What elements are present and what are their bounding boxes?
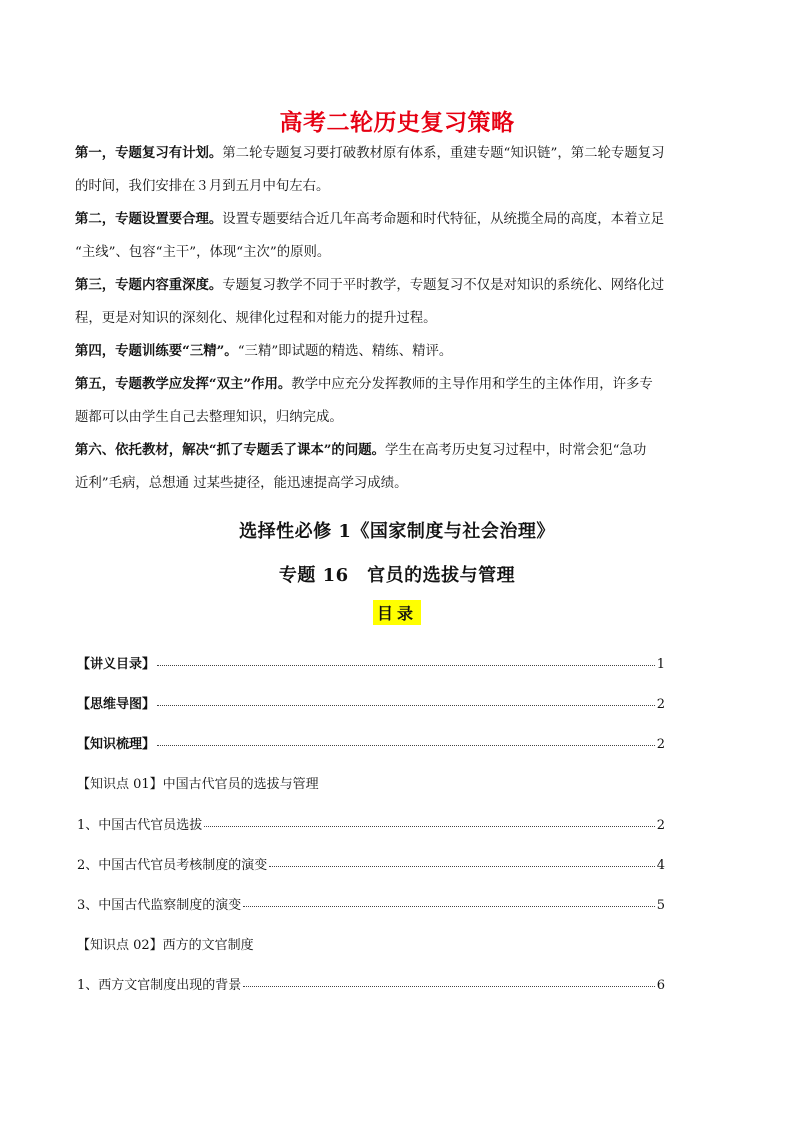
paragraph-lead: 第四，专题训练要“三精”。: [75, 343, 238, 359]
document-title: 高考二轮历史复习策略: [279, 110, 515, 136]
paragraph-lead: 第二，专题设置要合理。: [75, 211, 223, 227]
paragraph-lead: 第六、依托教材，解决“抓了专题丢了课本”的问题。: [75, 442, 385, 458]
toc-entry-official-selection[interactable]: [77, 814, 665, 833]
course-title: 选择性必修 1《国家制度与社会治理》: [239, 521, 555, 542]
paragraph-text: 第二轮专题复习要打破教材原有体系，重建专题“知识链”，第二轮专题复习: [222, 146, 665, 161]
topic-title: 专题 16 官员的选拔与管理: [278, 565, 516, 586]
paragraph-text: 题都可以由学生自己去整理知识，归纳完成。: [75, 410, 343, 425]
toc-page-number: 2: [656, 697, 665, 712]
toc-entry-label: 1、西方文官制度出现的背景: [77, 978, 242, 993]
toc-entry-supervision-system[interactable]: [77, 894, 665, 913]
toc-dot-leader: [243, 986, 654, 987]
toc-entry-label: 1、中国古代官员选拔: [77, 818, 203, 833]
toc-page-number: 1: [656, 657, 665, 672]
strategy-paragraph-6: [75, 434, 727, 500]
toc-entry-assessment-system[interactable]: [77, 854, 665, 873]
paragraph-lead: 第三，专题内容重深度。: [75, 277, 223, 293]
strategy-paragraph-5: [75, 368, 727, 434]
toc-heading: 目录: [373, 600, 421, 625]
toc-entry-knowledge-point-02[interactable]: 【知识点 02】西方的文官制度: [77, 938, 254, 953]
paragraph-text: “主线”、包容“主干”，体现“主次”的原则。: [75, 245, 331, 260]
toc-page-number: 4: [656, 858, 665, 873]
paragraph-text: 专题复习教学不同于平时教学，专题复习不仅是对知识的系统化、网络化过: [222, 278, 665, 293]
toc-entry-knowledge-review[interactable]: [77, 733, 665, 752]
toc-page-number: 2: [656, 818, 665, 833]
paragraph-text: 程，更是对知识的深刻化、规律化过程和对能力的提升过程。: [75, 311, 437, 326]
toc-dot-leader: [157, 705, 655, 706]
toc-entry-label: 【知识梳理】: [77, 737, 156, 752]
paragraph-text: 教学中应充分发挥教师的主导作用和学生的主体作用，许多专: [291, 377, 653, 392]
strategy-paragraph-1: [75, 137, 727, 203]
toc-entry-civil-service-background[interactable]: [77, 974, 665, 993]
toc-entry-label: 【讲义目录】: [77, 657, 156, 672]
toc-dot-leader: [157, 745, 655, 746]
strategy-paragraph-4: [75, 335, 727, 368]
strategy-paragraph-3: [75, 269, 727, 335]
strategy-paragraph-2: [75, 203, 727, 269]
toc-page-number: 2: [656, 737, 665, 752]
paragraph-text: 设置专题要结合近几年高考命题和时代特征，从统揽全局的高度，本着立足: [222, 212, 665, 227]
paragraph-lead: 第五，专题教学应发挥“双主”作用。: [75, 376, 292, 392]
paragraph-text: “三精”即试题的精选、精练、精评。: [237, 344, 453, 359]
toc-entry-label: 3、中国古代监察制度的演变: [77, 898, 242, 913]
toc-dot-leader: [204, 826, 654, 827]
toc-dot-leader: [157, 665, 655, 666]
paragraph-text: 学生在高考历史复习过程中，时常会犯“急功: [385, 443, 647, 458]
toc-dot-leader: [243, 906, 654, 907]
paragraph-text: 近利”毛病，总想通 过某些捷径，能迅速提高学习成绩。: [75, 476, 408, 491]
toc-page-number: 6: [656, 978, 665, 993]
toc-dot-leader: [269, 866, 654, 867]
toc-entry-knowledge-point-01[interactable]: 【知识点 01】中国古代官员的选拔与管理: [77, 777, 319, 792]
paragraph-text: 的时间，我们安排在３月到五月中旬左右。: [75, 179, 330, 194]
paragraph-lead: 第一，专题复习有计划。: [75, 145, 223, 161]
toc-heading-wrapper: [0, 600, 794, 625]
toc-page-number: 5: [656, 898, 665, 913]
toc-entry-lecture-contents[interactable]: [77, 653, 665, 672]
toc-entry-label: 【思维导图】: [77, 697, 156, 712]
toc-entry-label: 2、中国古代官员考核制度的演变: [77, 858, 268, 873]
toc-entry-mind-map[interactable]: [77, 693, 665, 712]
